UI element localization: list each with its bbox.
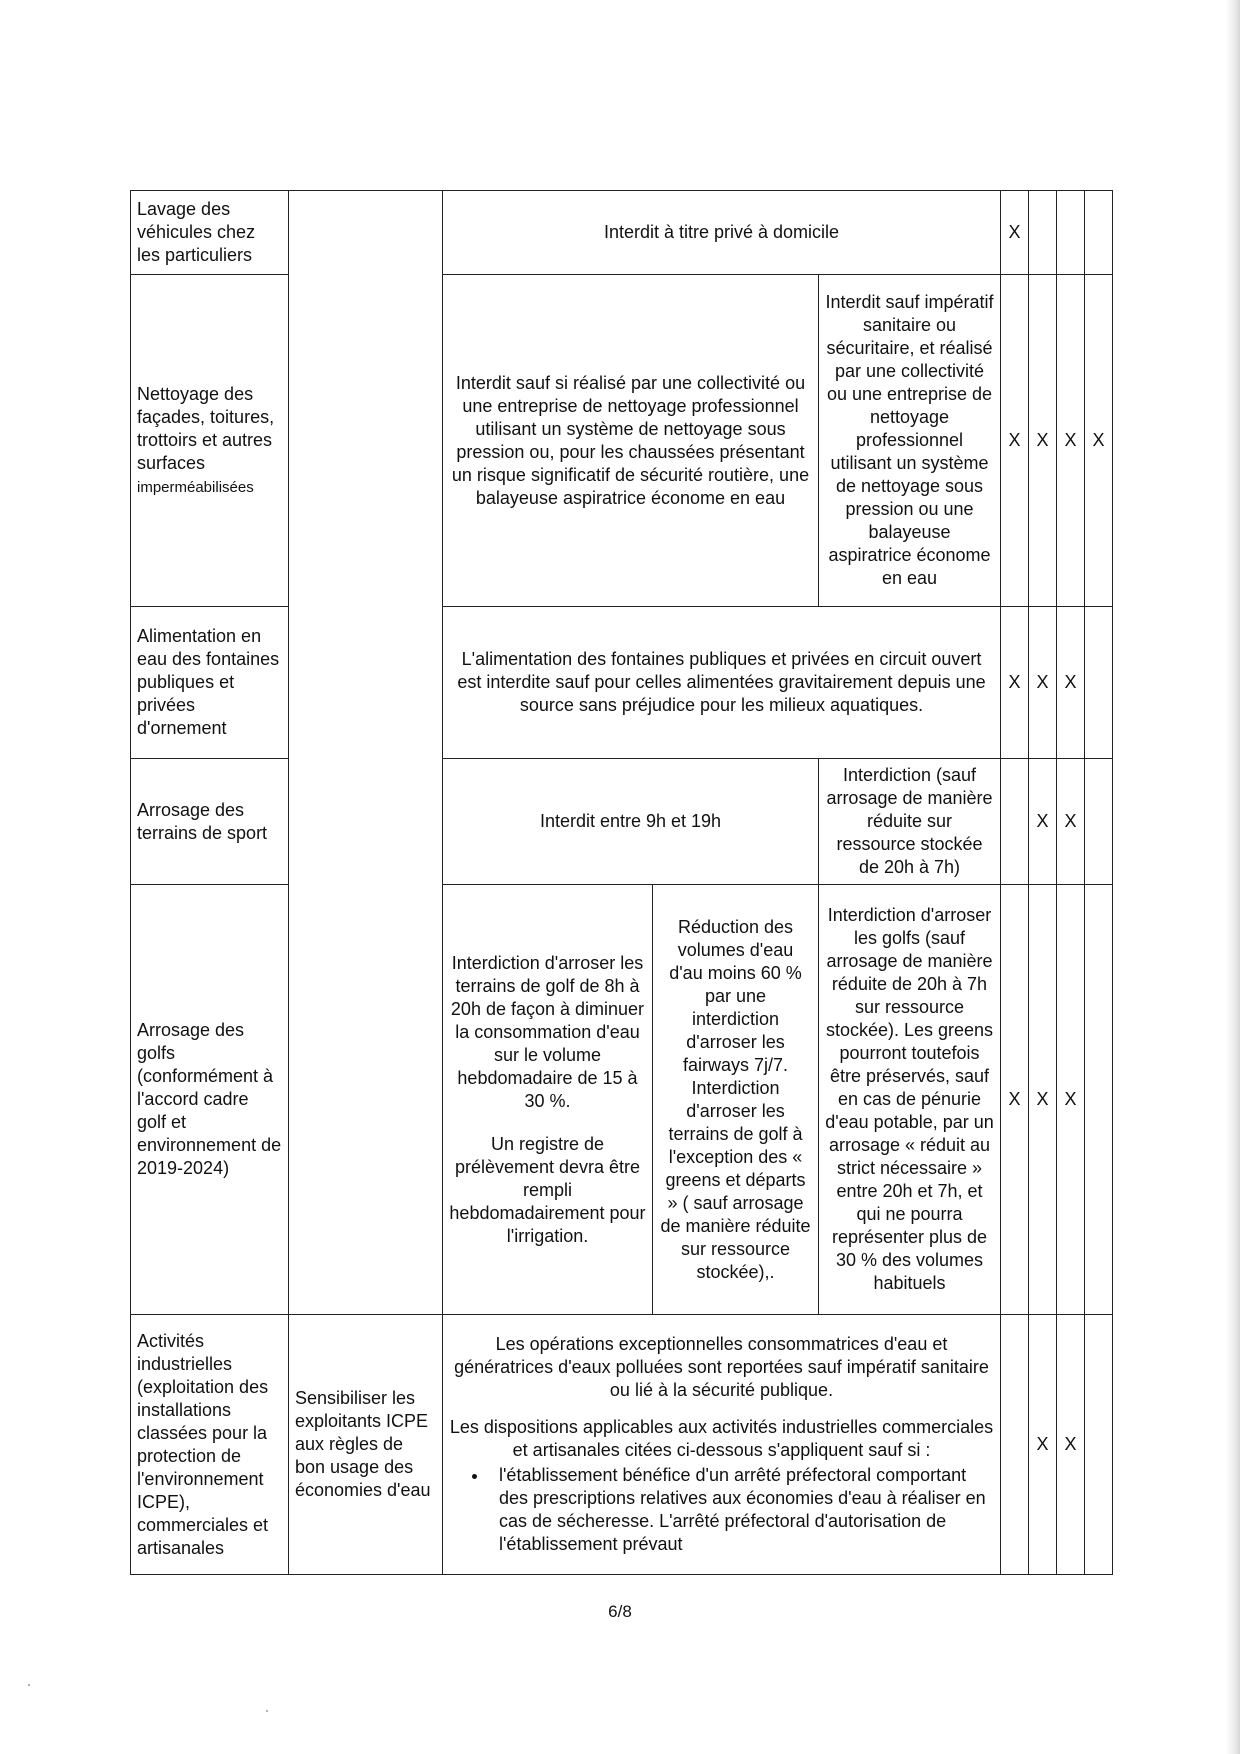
- vigilance-cell-empty: [289, 191, 443, 1315]
- table-row: [131, 759, 1113, 885]
- level-mark: X: [1057, 607, 1085, 759]
- measure-cell: Interdit entre 9h et 19h: [443, 759, 819, 885]
- level-mark: [1085, 759, 1113, 885]
- level-mark: [1085, 191, 1113, 275]
- usage-cell: Lavage des véhicules chez les particuliers: [131, 191, 289, 275]
- usage-cell: [131, 275, 289, 607]
- usage-text: Nettoyage des façades, toitures, trottoirs et autres surfaces: [137, 383, 275, 473]
- level-mark: X: [1029, 607, 1057, 759]
- scan-speck: [266, 1710, 268, 1712]
- level-mark: X: [1001, 607, 1029, 759]
- level-mark: X: [1001, 885, 1029, 1315]
- usage-cell: Alimentation en eau des fontaines publiques et privées d'ornement: [131, 607, 289, 759]
- measure-cell: [443, 1315, 1001, 1575]
- level-mark: [1057, 191, 1085, 275]
- scan-speck: [28, 1684, 30, 1686]
- scan-edge-shadow: [1226, 0, 1240, 1754]
- measure-cell: Interdit à titre privé à domicile: [443, 191, 1001, 275]
- measure-paragraph: Les opérations exceptionnelles consommatrices d'eau et génératrices d'eaux polluées sont reportées sauf impératif sanitaire ou lié à la sécurité publique.: [454, 1334, 989, 1400]
- usage-cell: Arrosage des golfs (conformément à l'accord cadre golf et environnement de 2019-2024): [131, 885, 289, 1315]
- page-number: 6/8: [608, 1602, 632, 1621]
- level-mark: X: [1057, 885, 1085, 1315]
- measure-cell-crisis: Interdit sauf impératif sanitaire ou sécuritaire, et réalisé par une collectivité ou une entreprise de nettoyage professionnel utilisant un système de nettoyage sous pression ou une balayeuse aspiratrice économe en eau: [819, 275, 1001, 607]
- list-item: • l'établissement bénéfice d'un arrêté préfectoral comportant des prescriptions relatives aux économies d'eau à réaliser en cas de sécheresse. L'arrêté préfectoral d'autorisation de l'établissement prévaut: [489, 1464, 994, 1556]
- level-mark: [1001, 1315, 1029, 1575]
- level-mark: [1085, 1315, 1113, 1575]
- restrictions-table: [130, 190, 1113, 1575]
- level-mark: X: [1001, 275, 1029, 607]
- measure-paragraph: Les dispositions applicables aux activités industrielles commerciales et artisanales citées ci-dessous s'appliquent sauf si :: [449, 1417, 994, 1460]
- measure-cell-reinforced: Réduction des volumes d'eau d'au moins 60 % par une interdiction d'arroser les fairways 7j/7. Interdiction d'arroser les terrains de golf à l'exception des « greens et départs » ( sauf arrosage de manière réduite sur ressource stockée),.: [653, 885, 819, 1315]
- table-row: [131, 275, 1113, 607]
- table-row: [131, 191, 1113, 275]
- table-row: [131, 1315, 1113, 1575]
- table-row: [131, 607, 1113, 759]
- measure-cell: Interdit sauf si réalisé par une collectivité ou une entreprise de nettoyage professionnel utilisant un système de nettoyage sous pression ou, pour les chaussées présentant un risque significatif de sécurité routière, une balayeuse aspiratrice économe en eau: [443, 275, 819, 607]
- level-mark: [1029, 191, 1057, 275]
- usage-text-small: imperméabilisées: [137, 478, 254, 496]
- level-mark: X: [1029, 759, 1057, 885]
- usage-cell: Activités industrielles (exploitation des installations classées pour la protection de l'environnement ICPE), commerciales et artisanales: [131, 1315, 289, 1575]
- level-mark: X: [1029, 1315, 1057, 1575]
- usage-cell: Arrosage des terrains de sport: [131, 759, 289, 885]
- level-mark: X: [1057, 759, 1085, 885]
- level-mark: X: [1029, 885, 1057, 1315]
- measure-paragraph: Interdiction d'arroser les terrains de golf de 8h à 20h de façon à diminuer la consommation d'eau sur le volume hebdomadaire de 15 à 30 %.: [450, 952, 645, 1111]
- measure-cell-alert: [443, 885, 653, 1315]
- table-row: [131, 885, 1113, 1315]
- measure-paragraph: Un registre de prélèvement devra être rempli hebdomadairement pour l'irrigation.: [449, 1133, 646, 1246]
- level-mark: X: [1029, 275, 1057, 607]
- level-mark: X: [1085, 275, 1113, 607]
- level-mark: [1085, 607, 1113, 759]
- level-mark: X: [1057, 275, 1085, 607]
- level-mark: X: [1001, 191, 1029, 275]
- level-mark: [1001, 759, 1029, 885]
- measure-cell-crisis: Interdiction (sauf arrosage de manière réduite sur ressource stockée de 20h à 7h): [819, 759, 1001, 885]
- measure-cell: L'alimentation des fontaines publiques et privées en circuit ouvert est interdite sauf pour celles alimentées gravitairement depuis une source sans préjudice pour les milieux aquatiques.: [443, 607, 1001, 759]
- vigilance-cell: Sensibiliser les exploitants ICPE aux règles de bon usage des économies d'eau: [289, 1315, 443, 1575]
- measure-cell-crisis: Interdiction d'arroser les golfs (sauf arrosage de manière réduite de 20h à 7h sur ressource stockée). Les greens pourront toutefois être préservés, sauf en cas de pénurie d'eau potable, par un arrosage « réduit au strict nécessaire » entre 20h et 7h, et qui ne pourra représenter plus de 30 % des volumes habituels: [819, 885, 1001, 1315]
- level-mark: [1085, 885, 1113, 1315]
- level-mark: X: [1057, 1315, 1085, 1575]
- exception-list: [449, 1464, 994, 1556]
